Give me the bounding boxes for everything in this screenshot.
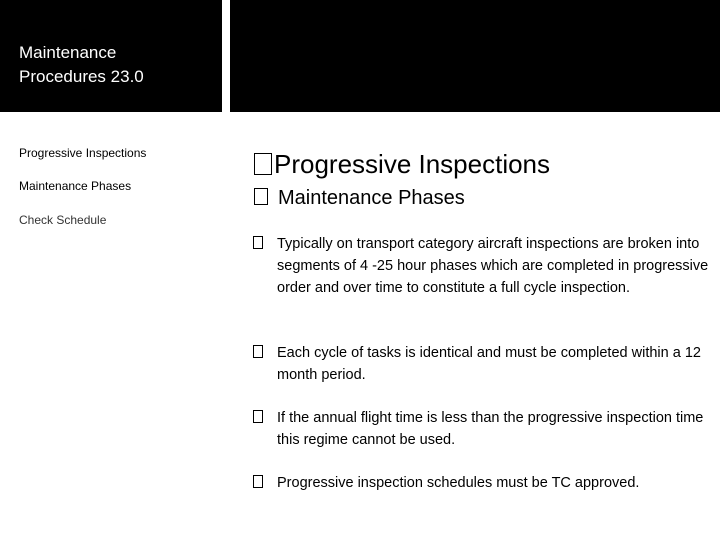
deck-title: Maintenance Procedures 23.0	[19, 43, 144, 86]
missing-glyph-box-icon	[253, 475, 263, 488]
slide-subheading-text: Maintenance Phases	[278, 187, 465, 209]
title-bar-right	[230, 0, 720, 112]
bullet-text: If the annual flight time is less than the progressive inspection time this regime cannot be used.	[277, 410, 704, 448]
nav-item-maintenance-phases[interactable]: Maintenance Phases	[19, 179, 132, 193]
slide-heading	[254, 148, 550, 180]
nav-item-check-schedule[interactable]: Check Schedule	[19, 213, 107, 227]
missing-glyph-box-icon	[253, 345, 263, 358]
bullet-item	[250, 407, 710, 451]
missing-glyph-box-icon	[254, 188, 268, 205]
bullet-text: Each cycle of tasks is identical and must be completed within a 12 month period.	[277, 345, 701, 383]
bullet-item	[250, 342, 710, 386]
missing-glyph-box-icon	[253, 410, 263, 423]
bullet-item	[250, 233, 710, 299]
missing-glyph-box-icon	[254, 153, 272, 175]
slide-heading-text: Progressive Inspections	[274, 149, 551, 179]
bullet-text: Typically on transport category aircraft inspections are broken into segments of 4 -25 hour phases which are completed in progressive order and over time to constitute a full cycle inspection.	[277, 236, 709, 296]
bullet-item	[250, 472, 710, 494]
slide-subheading	[254, 185, 465, 211]
bullet-text: Progressive inspection schedules must be TC approved.	[277, 475, 640, 491]
missing-glyph-box-icon	[253, 236, 263, 249]
nav-item-progressive-inspections[interactable]: Progressive Inspections	[19, 146, 147, 160]
